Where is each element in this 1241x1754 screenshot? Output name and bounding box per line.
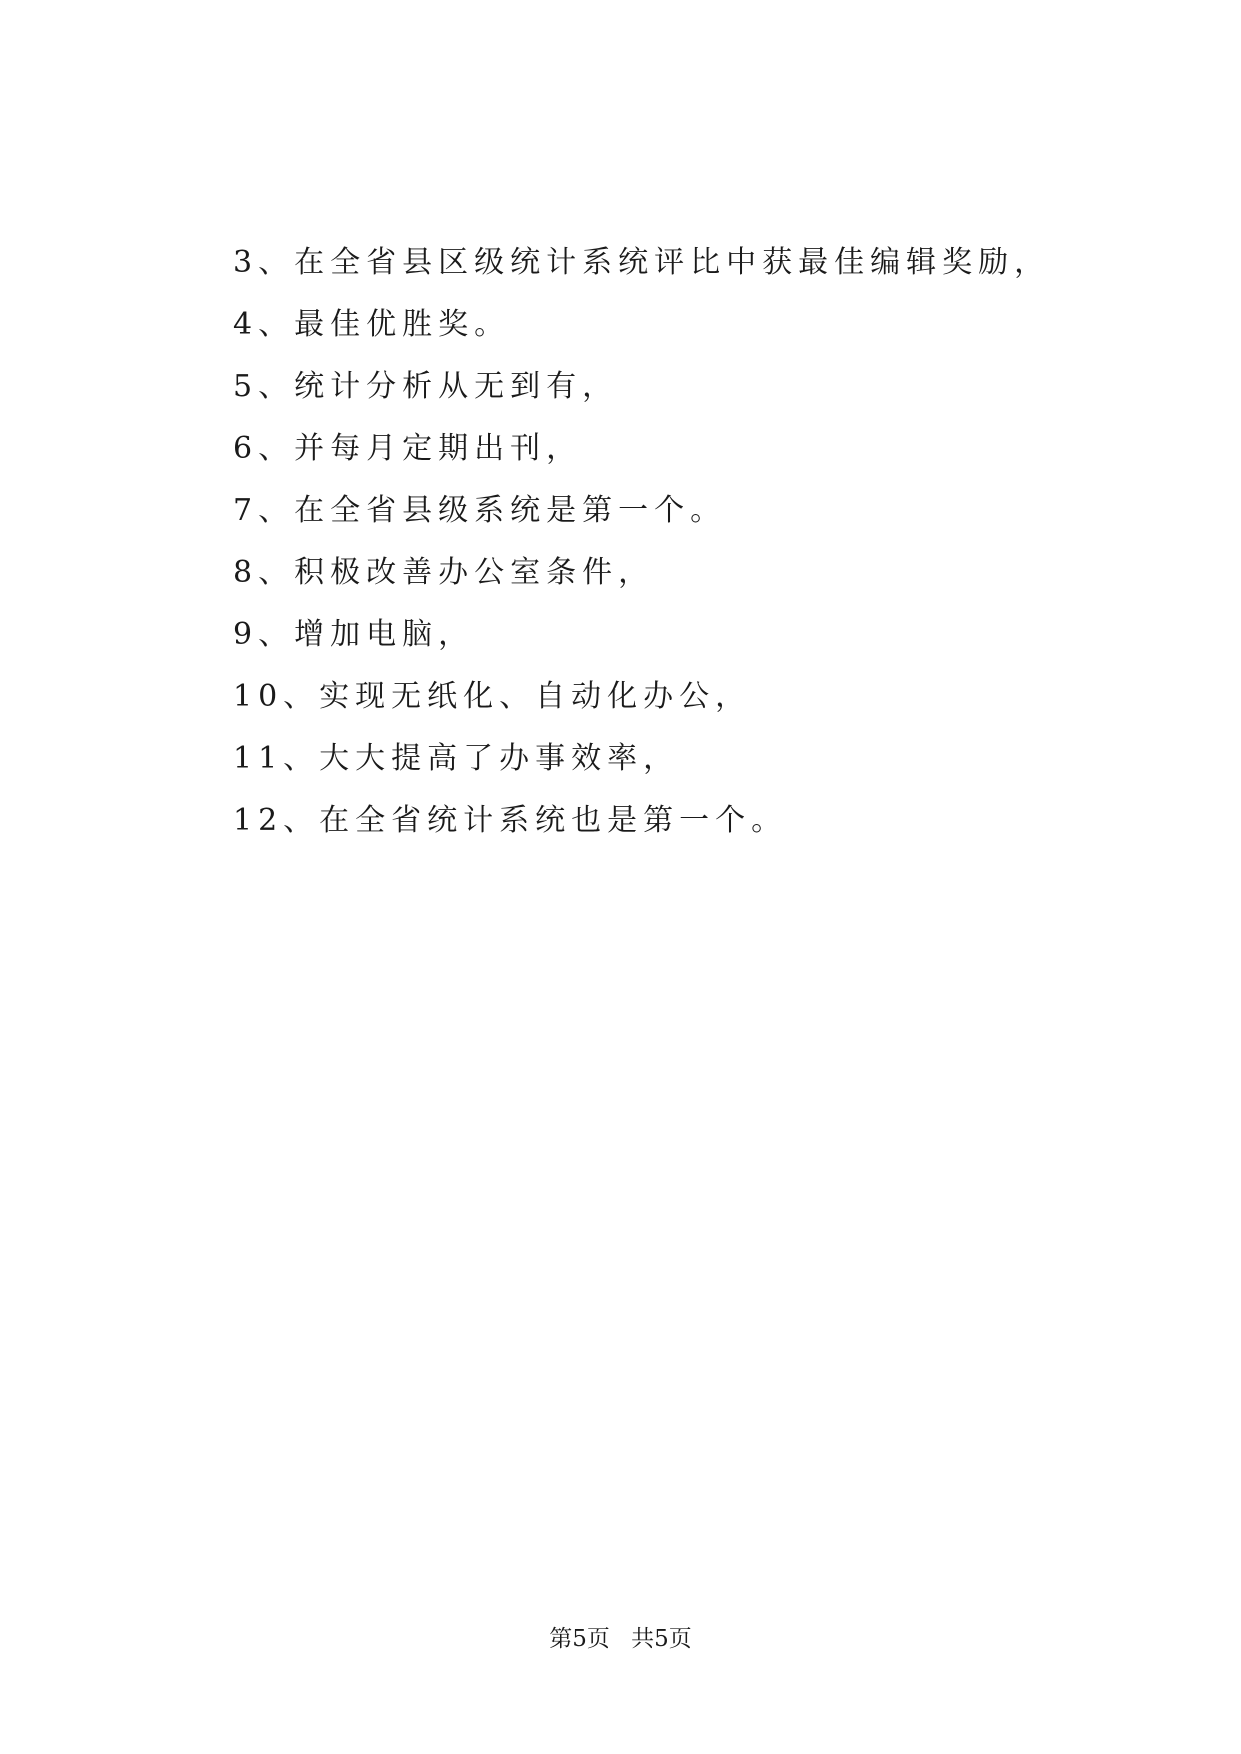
document-line: 10、实现无纸化、自动化办公， [233, 679, 752, 714]
document-line: 7、在全省县级系统是第一个。 [233, 493, 727, 528]
document-line: 5、统计分析从无到有， [233, 369, 619, 404]
document-line: 12、在全省统计系统也是第一个。 [233, 803, 788, 838]
page-total: 共5页 [631, 1626, 692, 1652]
document-line: 6、并每月定期出刊， [233, 431, 583, 466]
page-footer [0, 1624, 1241, 1654]
document-line: 11、大大提高了办事效率， [233, 741, 680, 776]
document-body [233, 232, 1073, 852]
document-line: 3、在全省县区级统计系统评比中获最佳编辑奖励， [233, 245, 1051, 280]
document-line: 9、增加电脑， [233, 617, 475, 652]
document-line: 8、积极改善办公室条件， [233, 555, 655, 590]
page-number: 第5页 [549, 1626, 610, 1652]
document-line: 4、最佳优胜奖。 [233, 307, 511, 342]
